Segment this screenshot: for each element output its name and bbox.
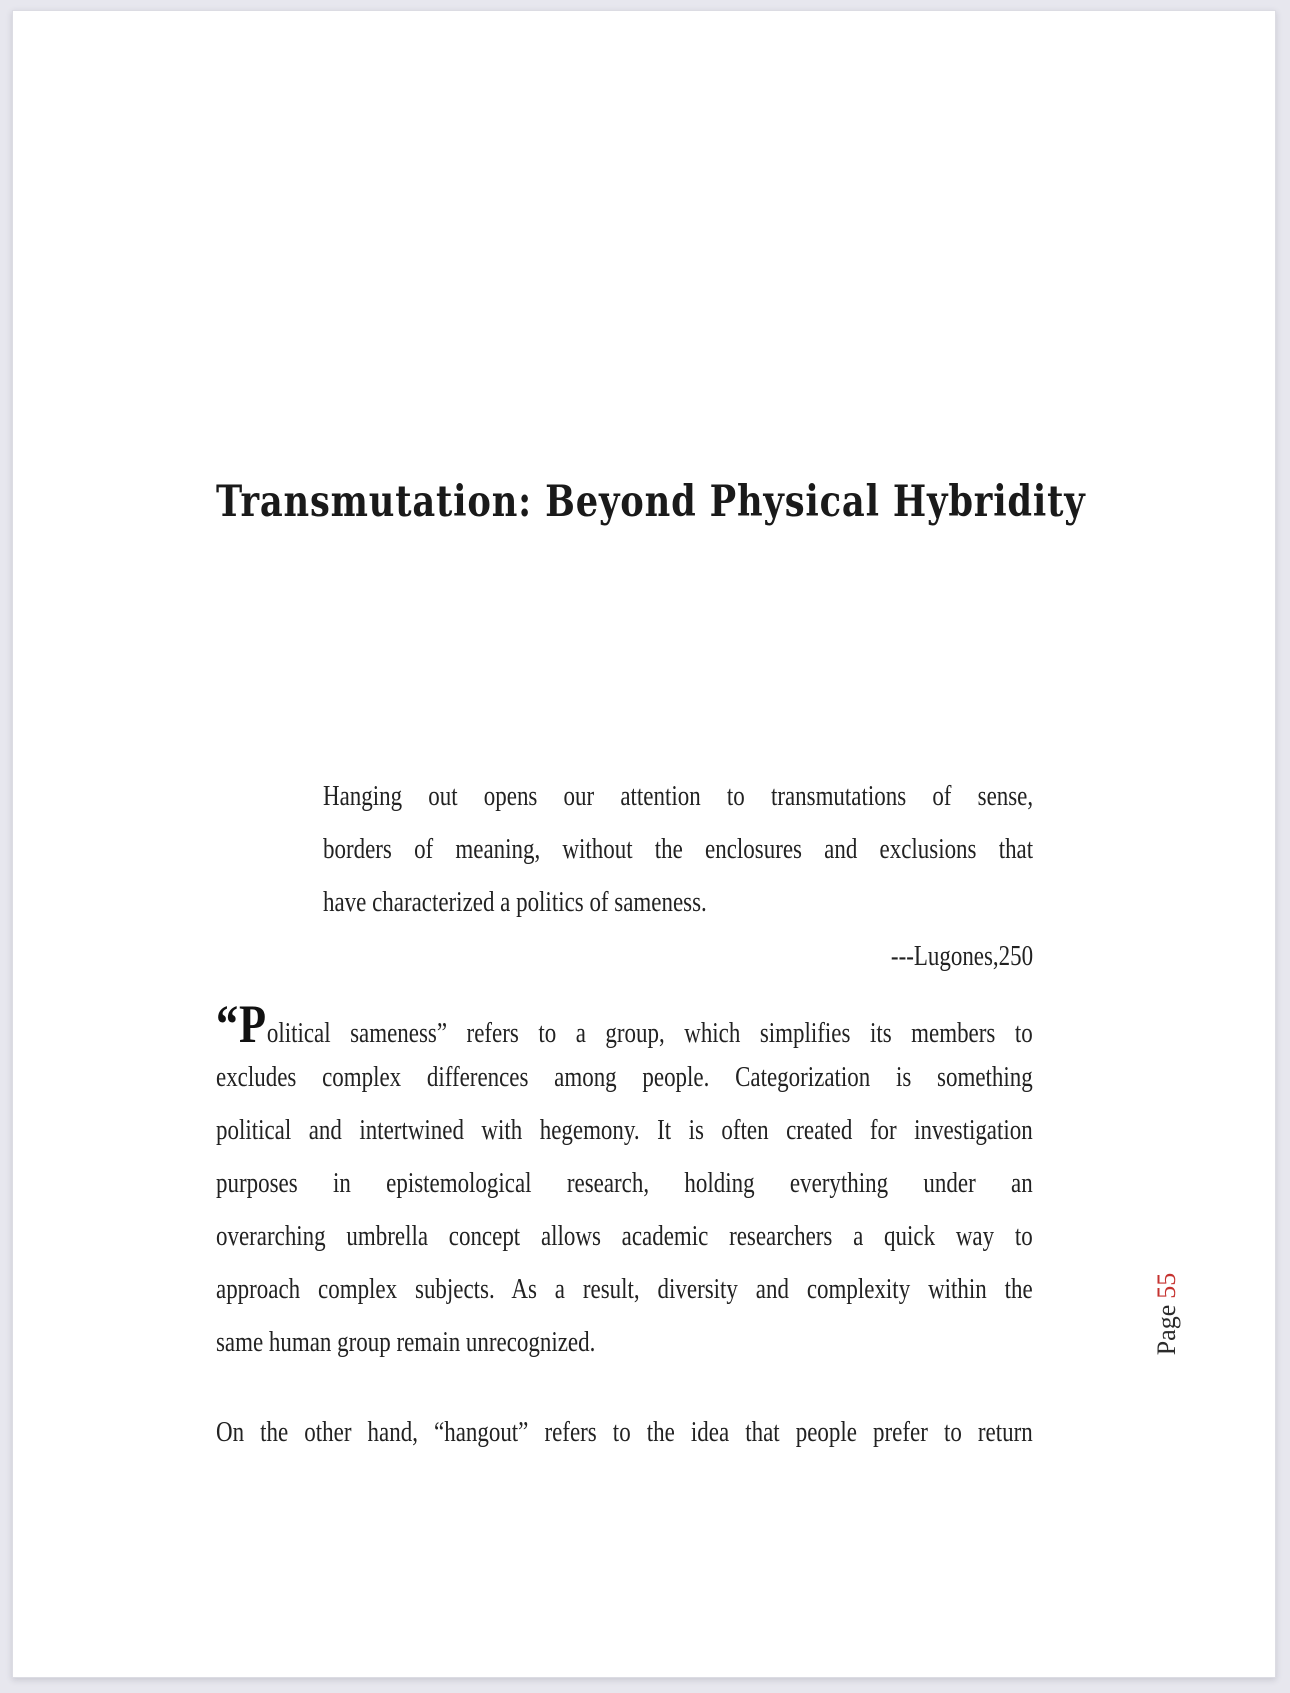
epigraph-attribution: ---Lugones,250 <box>890 941 1034 972</box>
epigraph-line: have characterized a politics of sameness. <box>323 887 707 918</box>
body-paragraph-1 <box>216 994 1212 1369</box>
body-line: purposes in epistemological research, holding everything under an <box>216 1168 1033 1199</box>
epigraph-line: Hanging out opens our attention to transmutations of sense, <box>323 781 1034 812</box>
page-number-label: Page <box>1152 1304 1181 1356</box>
page-number-value: 55 <box>1152 1272 1181 1299</box>
body-line: excludes complex differences among people. Categorization is something <box>216 1062 1033 1093</box>
epigraph-line: borders of meaning, without the enclosures and exclusions that <box>323 834 1034 865</box>
dropcap-opening-quote: “P <box>216 994 267 1054</box>
body-line: On the other hand, “hangout” refers to the idea that people prefer to return <box>216 1417 1033 1448</box>
body-line <box>216 994 1033 1054</box>
page-title: Transmutation: Beyond Physical Hybridity <box>216 476 1086 527</box>
page-number-vertical <box>1150 1249 1184 1379</box>
body-paragraph-2 <box>216 1406 1212 1459</box>
body-line-text: olitical sameness” refers to a group, which simplifies its members to <box>266 1018 1033 1049</box>
document-page <box>12 10 1276 1678</box>
epigraph-block <box>323 770 1189 929</box>
body-line: overarching umbrella concept allows academic researchers a quick way to <box>216 1221 1033 1252</box>
body-line: approach complex subjects. As a result, diversity and complexity within the <box>216 1274 1033 1305</box>
body-line: political and intertwined with hegemony. It is often created for investigation <box>216 1115 1033 1146</box>
body-line: same human group remain unrecognized. <box>216 1327 596 1358</box>
